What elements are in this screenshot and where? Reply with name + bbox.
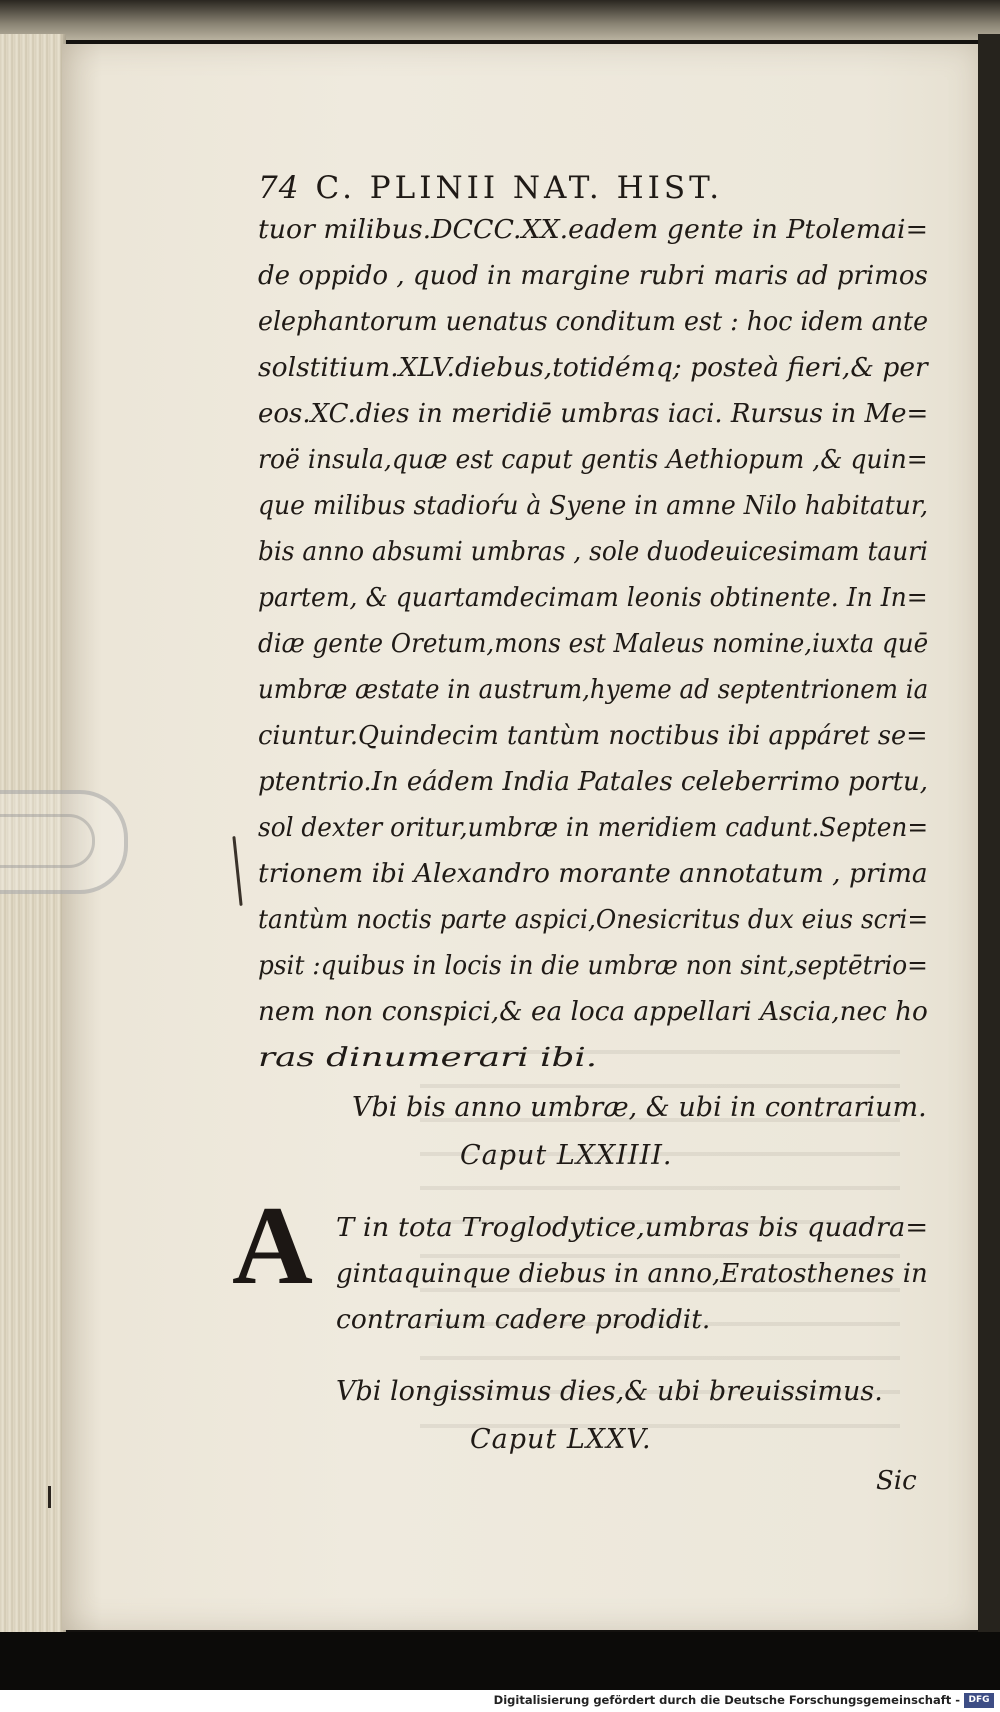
body-line: sol dexter oritur,umbræ in meridiem cadunt.Septen= xyxy=(258,812,929,843)
body-line: elephantorum uenatus conditum est : hoc idem ante xyxy=(258,306,929,337)
body-line: ptentrio.In eádem India Patales celeberrimo portu, xyxy=(258,766,928,797)
chapter-line: T in tota Troglodytice,umbras bis quadra= xyxy=(336,1212,929,1243)
chapter-heading: Vbi longissimus dies,& ubi breuissimus. xyxy=(336,1376,883,1407)
body-line: solstitium.XLV.diebus,totidémq; posteà fieri,& per xyxy=(258,352,928,383)
catchword: Sic xyxy=(876,1466,917,1496)
body-line: bis anno absumi umbras , sole duodeuicesimam tauri xyxy=(258,536,928,567)
body-line: tuor milibus.DCCC.XX.eadem gente in Ptolemai= xyxy=(258,214,929,245)
body-line: trionem ibi Alexandro morante annotatum , prima xyxy=(258,858,928,889)
body-line: que milibus stadioŕu à Syene in amne Nilo habitatur, xyxy=(258,490,929,521)
body-line: ras dinumerari ibi. xyxy=(258,1042,598,1073)
running-head-title: C. PLINII NAT. HIST. xyxy=(315,170,724,206)
body-line: umbræ æstate in austrum,hyeme ad septentrionem ia xyxy=(258,674,929,705)
chapter-caput: Caput LXXV. xyxy=(470,1424,652,1455)
drop-cap: A xyxy=(232,1184,313,1308)
page-number: 74 xyxy=(258,170,300,206)
body-line: tantùm noctis parte aspici,Onesicritus dux eius scri= xyxy=(258,904,929,935)
body-line: partem, & quartamdecimam leonis obtinente. In In= xyxy=(258,582,928,613)
body-line: psit :quibus in locis in die umbræ non sint,septētrio= xyxy=(258,950,928,981)
body-line: diæ gente Oretum,mons est Maleus nomine,iuxta quē xyxy=(258,628,929,659)
chapter-caput: Caput LXXIIII. xyxy=(460,1140,673,1171)
body-line: ciuntur.Quindecim tantùm noctibus ibi appáret se= xyxy=(258,720,928,751)
digitization-footer xyxy=(0,1690,1000,1712)
chapter-line: contrarium cadere prodidit. xyxy=(336,1304,711,1335)
body-line: roë insula,quæ est caput gentis Aethiopum ,& quin= xyxy=(258,444,928,475)
running-header xyxy=(258,170,723,206)
chapter-heading: Vbi bis anno umbræ, & ubi in contrarium. xyxy=(352,1092,927,1123)
body-line: nem non conspici,& ea loca appellari Ascia,nec ho xyxy=(258,996,928,1027)
body-line: de oppido , quod in margine rubri maris ad primos xyxy=(258,260,928,291)
dfg-logo-icon: DFG xyxy=(964,1693,994,1708)
chapter-line: gintaquinque diebus in anno,Eratosthenes in xyxy=(336,1258,928,1289)
funding-notice: Digitalisierung gefördert durch die Deutsche Forschungsgemeinschaft - xyxy=(493,1693,960,1707)
body-line: eos.XC.dies in meridiē umbras iaci. Rursus in Me= xyxy=(258,398,929,429)
